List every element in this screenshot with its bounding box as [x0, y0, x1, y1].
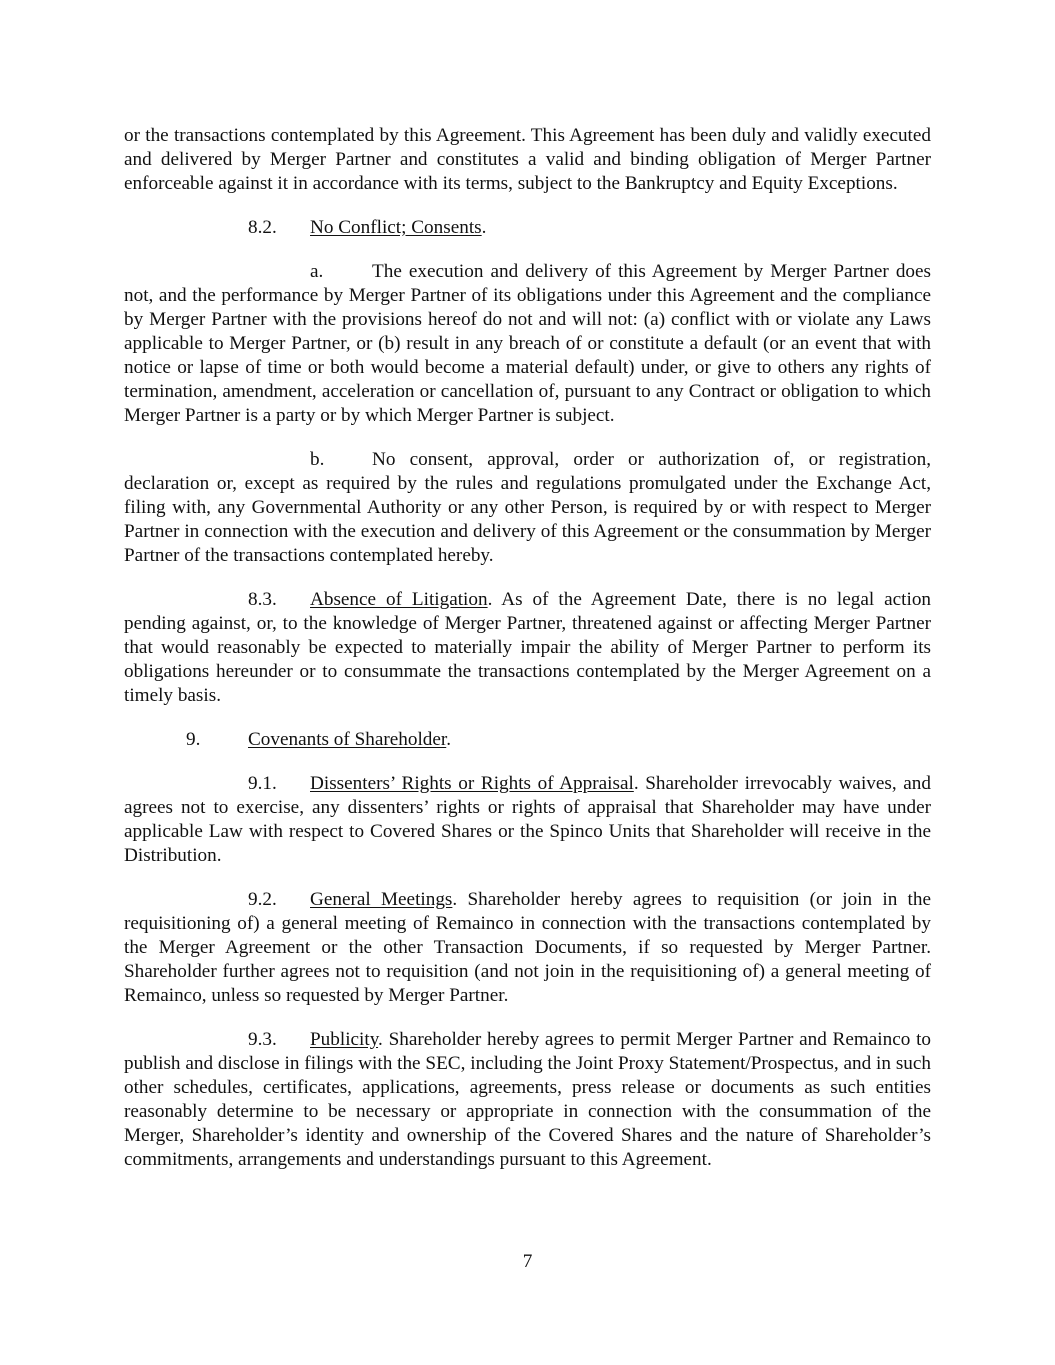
section-title: No Conflict; Consents: [310, 217, 482, 238]
section-number: 9.2.: [248, 889, 277, 910]
section-9-2: [124, 888, 931, 1008]
clause-text: No consent, approval, order or authorization of, or registration, declaration or, except as required by the rules and regulations promulgated under the Exchange Act, filing with, any Governmental Authority or any other Person, is required by or with respect to Merger Partner in connection with the execution and delivery of this Agreement or the consummation by Merger Partner of the transactions contemplated hereby.: [124, 449, 931, 566]
heading-period: .: [446, 729, 452, 750]
section-number: 8.3.: [248, 589, 277, 610]
section-number: 9.1.: [248, 773, 277, 794]
article-title: Covenants of Shareholder: [248, 729, 447, 750]
section-title: Dissenters’ Rights or Rights of Appraisal: [310, 773, 634, 794]
section-text: . Shareholder irrevocably waives, and agrees not to exercise, any dissenters’ rights or rights of appraisal that Shareholder may have under applicable Law with respect to Covered Shares or the Spinco Units that Shareholder will receive in the Distribution.: [124, 773, 931, 866]
section-text: . Shareholder hereby agrees to requisition (or join in the requisitioning of) a general meeting of Remainco in connection with the transactions contemplated by the Merger Agreement or the other Transaction Documents, if so requested by Merger Partner. Shareholder further agrees not to requisition (and not join in the requisitioning of) a general meeting of Remainco, unless so requested by Merger Partner.: [124, 889, 931, 1006]
section-title: Absence of Litigation: [310, 589, 488, 610]
section-8-2-b: [124, 448, 931, 568]
article-9-heading: [124, 728, 931, 752]
section-title: General Meetings: [310, 889, 453, 910]
clause-text: The execution and delivery of this Agreement by Merger Partner does not, and the performance by Merger Partner of its obligations under this Agreement and the compliance by Merger Partner with the provisions hereof do not and will not: (a) conflict with or violate any Laws applicable to Merger Partner, or (b) result in any breach of or constitute a default (or an event that with notice or lapse of time or both would become a material default) under, or give to others any rights of termination, amendment, acceleration or cancellation of, pursuant to any Contract or obligation to which Merger Partner is a party or by which Merger Partner is subject.: [124, 261, 931, 426]
clause-letter: a.: [310, 261, 324, 282]
page-number: 7: [522, 1251, 533, 1272]
section-8-2-a: [124, 260, 931, 428]
heading-period: .: [481, 217, 487, 238]
section-number: 9.3.: [248, 1029, 277, 1050]
section-title: Publicity: [310, 1029, 379, 1050]
intro-paragraph: or the transactions contemplated by this Agreement. This Agreement has been duly and validly executed and delivered by Merger Partner and constitutes a valid and binding obligation of Merger Partner enforceable against it in accordance with its terms, subject to the Bankruptcy and Equity Exceptions.: [124, 125, 931, 194]
section-text: . As of the Agreement Date, there is no legal action pending against, or, to the knowledge of Merger Partner, threatened against or affecting Merger Partner that would reasonably be expected to materially impair the ability of Merger Partner to perform its obligations hereunder or to consummate the transactions contemplated by the Merger Agreement on a timely basis.: [124, 589, 932, 706]
section-number: 8.2.: [248, 217, 277, 238]
section-9-1: [124, 772, 931, 868]
section-8-2-heading: [124, 216, 931, 240]
clause-letter: b.: [310, 449, 325, 470]
section-text: . Shareholder hereby agrees to permit Merger Partner and Remainco to publish and disclose in filings with the SEC, including the Joint Proxy Statement/Prospectus, and in such other schedules, certificates, applications, agreements, press release or documents as such entities reasonably determine to be necessary or appropriate in connection with the consummation of the Merger, Shareholder’s identity and ownership of the Covered Shares and the nature of Shareholder’s commitments, arrangements and understandings pursuant to this Agreement.: [124, 1029, 931, 1170]
article-number: 9.: [186, 729, 201, 750]
document-page: [124, 124, 931, 1192]
section-8-3: [124, 588, 931, 708]
section-9-3: [124, 1028, 931, 1172]
